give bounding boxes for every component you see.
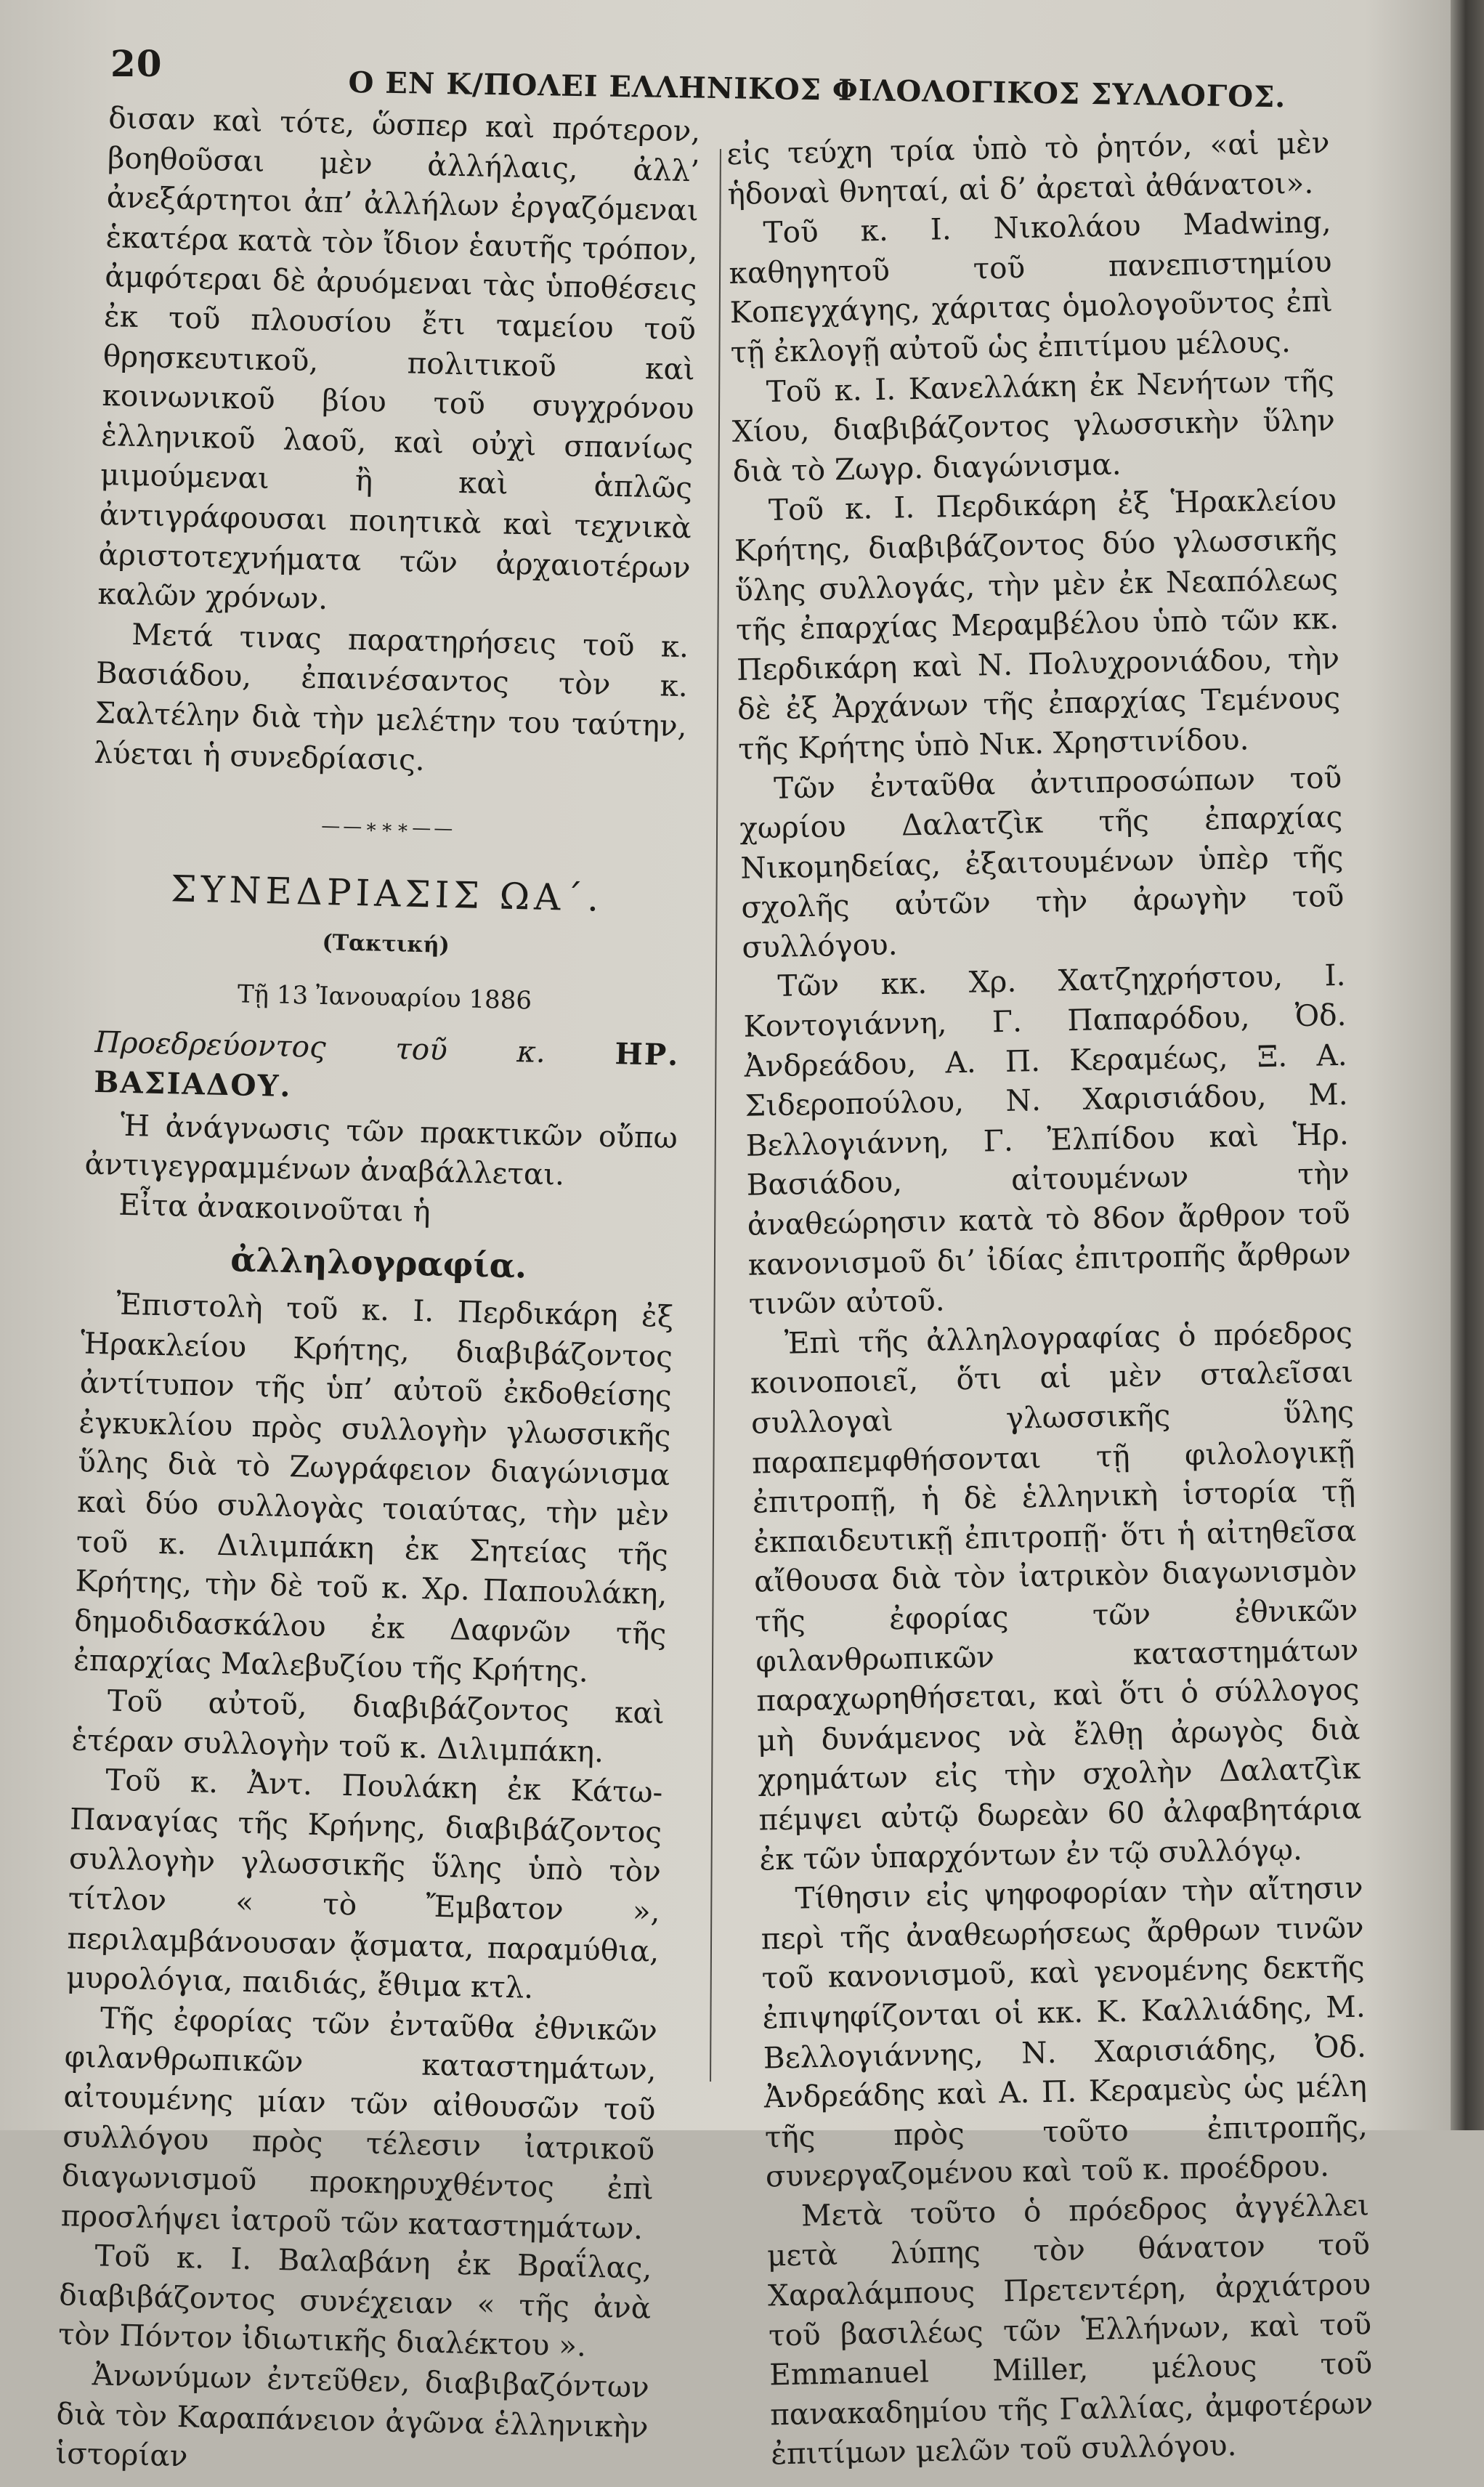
- left-column: [55, 98, 701, 2486]
- left-paragraph-2: Μετά τινας παρατηρήσεις τοῦ κ. Βασιάδου, ἐπαινέσαντος τὸν κ. Σαλτέλην διὰ τὴν μελέτην του ταύτην, λύεται ἡ συνεδρίασις.: [94, 616, 689, 777]
- right-paragraph-9: Μετὰ τοῦτο ὁ πρόεδρος ἀγγέλλει μετὰ λύπης τὸν θάνατον τοῦ Χαραλάμπους Πρετεντέρη, ἀρχιάτρου τοῦ βασιλέως τῶν Ἑλλήνων, καὶ τοῦ Emmanuel Miller, μέλους τοῦ πανακαδημίου τῆς Γαλλίας, ἀμφοτέρων ἐπιτίμων μελῶν τοῦ συλλόγου.: [766, 2187, 1374, 2472]
- left-paragraph-4: Εἶτα ἀνακοινοῦται ἡ: [118, 1186, 431, 1229]
- left-paragraph-6: Τοῦ αὐτοῦ, διαβιβάζοντος καὶ ἑτέραν συλλογὴν τοῦ κ. Διλιμπάκη.: [71, 1683, 665, 1769]
- column-divider: [710, 149, 721, 2082]
- session-date: Τῇ 13 Ἰανουαρίου 1886: [237, 979, 532, 1016]
- page-number: 20: [110, 42, 163, 85]
- session-title: ΣΥΝΕΔΡΙΑΣΙΣ ΩΑ΄.: [170, 867, 604, 920]
- book-spine-shadow: [1451, 0, 1484, 2130]
- left-paragraph-10: Ἀνωνύμων ἐντεῦθεν, διαβιβαζόντων διὰ τὸν Καραπάνειον ἀγῶνα ἑλληνικὴν ἱστορίαν: [54, 2357, 650, 2474]
- right-column: [726, 123, 1374, 2474]
- presiding-line: [94, 1022, 680, 1115]
- right-paragraph-1: εἰς τεύχη τρία ὑπὸ τὸ ῥητόν, «αἱ μὲν ἡδοναὶ θνηταί, αἱ δ’ ἀρεταὶ ἀθάνατοι».: [726, 125, 1330, 211]
- right-paragraph-5: Τῶν ἐνταῦθα ἀντιπροσώπων τοῦ χωρίου Δαλατζὶκ τῆς ἐπαρχίας Νικομηδείας, ἐξαιτουμένων ὑπὲρ τῆς σχολῆς αὐτῶν τὴν ἀρωγὴν τοῦ συλλόγου.: [739, 759, 1345, 965]
- left-paragraph-8: Τῆς ἐφορίας τῶν ἐνταῦθα ἐθνικῶν φιλανθρωπικῶν καταστημάτων, αἰτουμένης μίαν τῶν αἰθουσῶν τοῦ συλλόγου πρὸς τέλεσιν ἰατρικοῦ διαγωνισμοῦ προκηρυχθέντος ἐπὶ προσλήψει ἰατροῦ τῶν καταστημάτων.: [60, 2000, 658, 2247]
- left-paragraph-1: δισαν καὶ τότε, ὥσπερ καὶ πρότερον, βοηθοῦσαι μὲν ἀλλήλαις, ἀλλ’ ἀνεξάρτητοι ἀπ’ ἀλλήλων ἐργαζόμεναι ἑκατέρα κατὰ τὸν ἴδιον ἑαυτῆς τρόπον, ἀμφότεραι δὲ ἀρυόμεναι τὰς ὑποθέσεις ἐκ τοῦ πλουσίου ἔτι ταμείου τοῦ θρησκευτικοῦ, πολιτικοῦ καὶ κοινωνικοῦ βίου τοῦ συγχρόνου ἑλληνικοῦ λαοῦ, καὶ οὐχὶ σπανίως μιμούμεναι ἢ καὶ ἁπλῶς ἀντιγράφουσαι ποιητικὰ καὶ τεχνικὰ ἀριστοτεχνήματα τῶν ἀρχαιοτέρων καλῶν χρόνων.: [97, 100, 701, 617]
- presiding-name: ΗΡ. ΒΑΣΙΑΔΟΥ.: [93, 1036, 680, 1104]
- right-paragraph-6: Τῶν κκ. Χρ. Χατζηχρήστου, Ι. Κοντογιάννη, Γ. Παπαρόδου, Ὀδ. Ἀνδρεάδου, Α. Π. Κεραμέως, Ξ. Α. Σιδεροπούλου, Ν. Χαρισιάδου, Μ. Βελλογιάννη, Γ. Ἐλπίδου καὶ Ἡρ. Βασιάδου, αἰτουμένων τὴν ἀναθεώρησιν κατὰ τὸ 86ον ἄρθρον τοῦ κανονισμοῦ δι’ ἰδίας ἐπιτροπῆς ἄρθρων τινῶν αὐτοῦ.: [743, 958, 1352, 1322]
- right-paragraph-3: Τοῦ κ. Ι. Κανελλάκη ἐκ Νενήτων τῆς Χίου, διαβιβάζοντος γλωσσικὴν ὕλην διὰ τὸ Ζωγρ. διαγώνισμα.: [731, 363, 1336, 489]
- right-paragraph-7: Ἐπὶ τῆς ἀλληλογραφίας ὁ πρόεδρος κοινοποιεῖ, ὅτι αἱ μὲν σταλεῖσαι συλλογαὶ γλωσσικῆς ὕλης παραπεμφθήσονται τῇ φιλολογικῇ ἐπιτροπῇ, ἡ δὲ ἑλληνικὴ ἱστορία τῇ ἐκπαιδευτικῇ ἐπιτροπῇ· ὅτι ἡ αἰτηθεῖσα αἴθουσα διὰ τὸν ἰατρικὸν διαγωνισμὸν τῆς ἐφορίας τῶν ἐθνικῶν φιλανθρωπικῶν καταστημάτων παραχωρηθήσεται, καὶ ὅτι ὁ σύλλογος μὴ δυνάμενος νὰ ἔλθῃ ἀρωγὸς διὰ χρημάτων εἰς τὴν σχολὴν Δαλατζὶκ πέμψει αὐτῷ δωρεὰν 60 ἀλφαβητάρια ἐκ τῶν ὑπαρχόντων ἐν τῷ συλλόγῳ.: [750, 1314, 1362, 1877]
- right-paragraph-2: Τοῦ κ. Ι. Νικολάου Madwing, καθηγητοῦ τοῦ πανεπιστημίου Κοπεγχάγης, χάριτας ὁμολογοῦντος ἐπὶ τῇ ἐκλογῇ αὐτοῦ ὡς ἐπιτίμου μέλους.: [729, 204, 1334, 370]
- right-paragraph-8: Τίθησιν εἰς ψηφοφορίαν τὴν αἴτησιν περὶ τῆς ἀναθεωρήσεως ἄρθρων τινῶν τοῦ κανονισμοῦ, καὶ γενομένης δεκτῆς ἐπιψηφίζονται οἱ κκ. Κ. Καλλιάδης, Μ. Βελλογιάννης, Ν. Χαρισιάδης, Ὀδ. Ἀνδρεάδης καὶ Α. Π. Κεραμεὺς ὡς μέλη τῆς πρὸς τοῦτο ἐπιτροπῆς, συνεργαζομένου καὶ τοῦ κ. προέδρου.: [761, 1869, 1369, 2194]
- left-paragraph-7: Τοῦ κ. Ἀντ. Πουλάκη ἐκ Κάτω-Παναγίας τῆς Κρήνης, διαβιβάζοντος συλλογὴν γλωσσικῆς ὕλης ὑπὸ τὸν τίτλον « τὸ Ἔμβατον », περιλαμβάνουσαν ᾄσματα, παραμύθια, μυρολόγια, παιδιάς, ἔθιμα κτλ.: [65, 1762, 663, 2006]
- left-paragraph-5: Ἐπιστολὴ τοῦ κ. Ι. Περδικάρη ἐξ Ἡρακλείου Κρήτης, διαβιβάζοντος ἀντίτυπον τῆς ὑπ’ αὐτοῦ ἐκδοθείσης ἐγκυκλίου πρὸς συλλογὴν γλωσσικῆς ὕλης διὰ τὸ Ζωγράφειον διαγώνισμα καὶ δύο συλλογὰς τοιαύτας, τὴν μὲν τοῦ κ. Διλιμπάκη ἐκ Σητείας τῆς Κρήτης, τὴν δὲ τοῦ κ. Χρ. Παπουλάκη, δημοδιδασκάλου ἐκ Δαφνῶν τῆς ἐπαρχίας Μαλεβυζίου τῆς Κρήτης.: [73, 1286, 674, 1689]
- left-paragraph-3: Ἡ ἀνάγνωσις τῶν πρακτικῶν οὔπω ἀντιγεγραμμένων ἀναβάλλεται.: [84, 1107, 678, 1192]
- left-paragraph-9: Τοῦ κ. Ι. Βαλαβάνη ἐκ Βραΐλας, διαβιβάζοντος συνέχειαν « τῆς ἀνὰ τὸν Πόντον ἰδιωτικῆς διαλέκτου ».: [57, 2238, 652, 2364]
- section-ornament: ——∗∗∗——: [320, 814, 456, 841]
- correspondence-heading: ἀλληλογραφία.: [230, 1240, 527, 1286]
- presiding-label: Προεδρεύοντος τοῦ κ.: [94, 1024, 546, 1070]
- session-type: (Τακτική): [322, 930, 450, 959]
- running-title: Ο ΕΝ Κ/ΠΟΛΕΙ ΕΛΛΗΝΙΚΟΣ ΦΙΛΟΛΟΓΙΚΟΣ ΣΥΛΛΟΓΟΣ.: [348, 65, 1286, 115]
- right-paragraph-4: Τοῦ κ. Ι. Περδικάρη ἐξ Ἡρακλείου Κρήτης, διαβιβάζοντος δύο γλωσσικῆς ὕλης συλλογάς, τὴν μὲν ἐκ Νεαπόλεως τῆς ἐπαρχίας Μεραμβέλου ὑπὸ τῶν κκ. Περδικάρη καὶ Ν. Πολυχρονιάδου, τὴν δὲ ἐξ Ἀρχάνων τῆς ἐπαρχίας Τεμένους τῆς Κρήτης ὑπὸ Νικ. Χρηστινίδου.: [734, 482, 1341, 767]
